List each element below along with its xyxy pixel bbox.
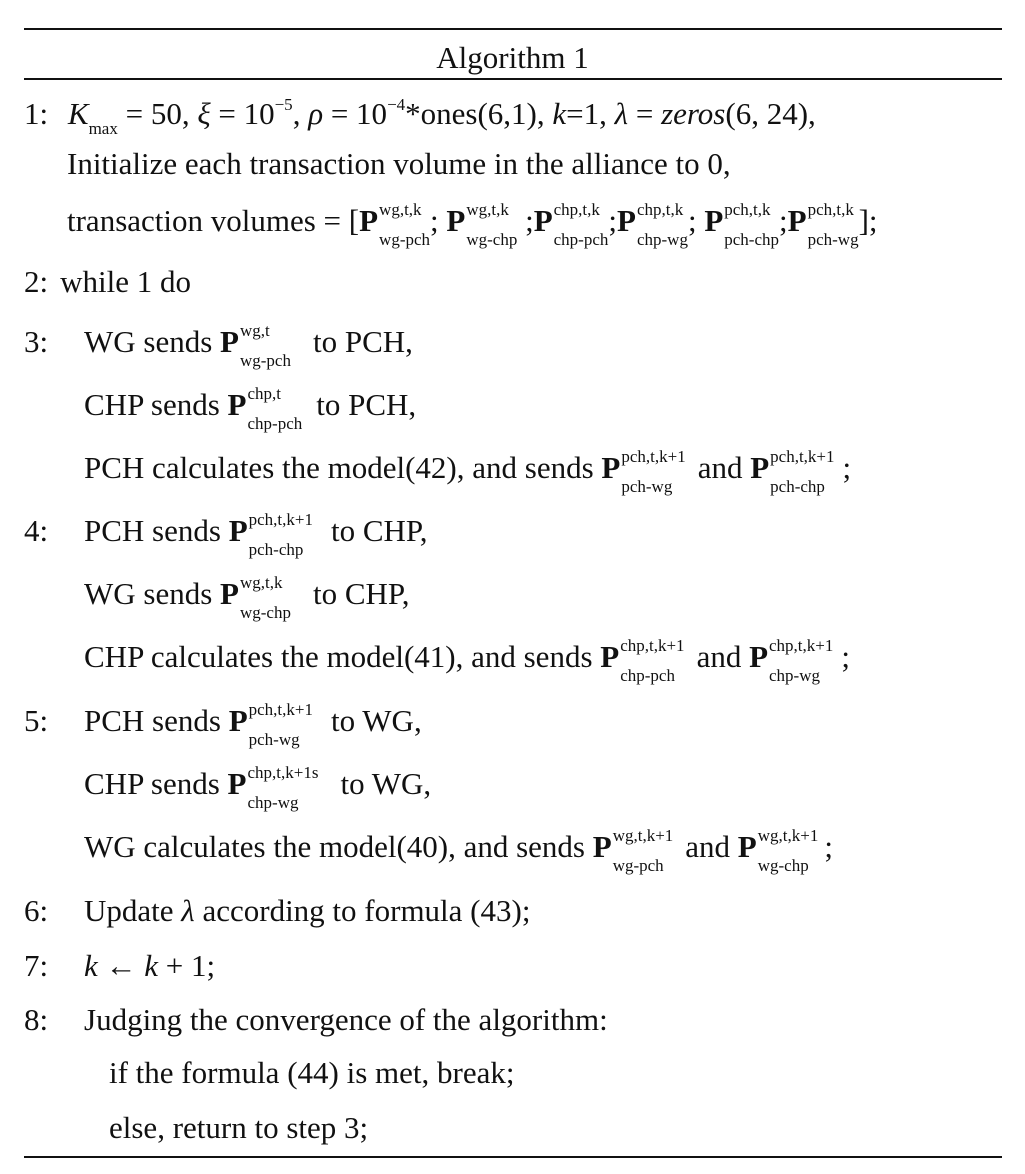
var-wg-chp-k-b: wg,t,k wg-chp [239,572,291,622]
var-chp-wg-k: chp,t,k chp-wg [636,199,688,249]
var-wg-pch-k1: wg,t,k+1 wg-pch [612,825,674,875]
zeros-args: (6, 24), [725,96,816,131]
step-4-line-3: CHP calculates the model(41), and sends P chp,t,k+1 chp-pch and P chp,t,k+1 chp-wg ; [84,635,850,685]
var-pch-chp-k: pch,t,k pch-chp [724,199,780,249]
equals: = [628,96,662,131]
xi-symbol: ξ [197,96,211,131]
kmax-value: = 50, [117,96,198,131]
bottom-rule [24,1156,1002,1158]
ones-text: *ones(6,1), [405,96,553,131]
var-pch-chp-k1-b: pch,t,k+1 pch-chp [248,509,313,559]
step-5-line-2: CHP sends P chp,t,k+1s chp-wg to WG, [84,762,432,812]
step-2 [24,266,191,297]
var-chp-pch-t: chp,t chp-pch [247,383,303,433]
step-4-number: 4: [24,513,49,548]
rho-exponent: −4 [387,95,406,114]
var-chp-pch-k1: chp,t,k+1 chp-pch [620,635,685,685]
step-7-number: 7: [24,948,49,983]
zeros-func: zeros [661,96,726,131]
step-1-line-2: Initialize each transaction volume in the alliance to 0, [67,146,731,181]
xi-value: = 10 [210,96,275,131]
rho-value: = 10 [323,96,388,131]
step-5-line-3: WG calculates the model(40), and sends P wg,t,k+1 wg-pch and P wg,t,k+1 wg-chp ; [84,825,833,875]
step-4-line-1: PCH sends P pch,t,k+1 pch-chp to CHP, [84,509,428,559]
lambda-symbol-2: λ [181,893,195,928]
step-5-line-1: PCH sends P pch,t,k+1 pch-wg to WG, [84,699,422,749]
var-pch-chp-k1: pch,t,k+1 pch-chp [770,446,835,496]
var-wg-pch-k: wg,t,k wg-pch [379,199,431,249]
kmax-subscript: max [88,119,118,138]
var-wg-chp-k: wg,t,k wg-chp [466,199,518,249]
step-7-text: k ← k + 1; [84,948,216,983]
algorithm-title: Algorithm 1 [436,40,589,75]
var-wg-pch-t: wg,t wg-pch [239,320,291,370]
step-4-line-2: WG sends P wg,t,k wg-chp to CHP, [84,572,410,622]
var-pch-wg-k1: pch,t,k+1 pch-wg [621,446,686,496]
step-8-if: if the formula (44) is met, break; [109,1055,515,1090]
var-chp-wg-k1s: chp,t,k+1s chp-wg [247,762,319,812]
lambda-symbol: λ [614,96,629,131]
header-rule [24,78,1002,80]
step-2-text: while 1 do [60,264,191,299]
step-1-line-3: transaction volumes = [P wg,t,k wg-pch ; P wg,t,k wg-chp ;P chp,t,k chp-pch ;P chp,t,k chp-wg ; P pch,t,k pch-chp ;P pch,t,k pch-wg ]; [67,199,878,249]
step-1-line-1 [24,96,816,137]
var-chp-wg-k1: chp,t,k+1 chp-wg [769,635,834,685]
step-6-text: Update λ according to formula (43); [84,893,531,928]
step-8-number: 8: [24,1002,49,1037]
var-pch-wg-k1-b: pch,t,k+1 pch-wg [248,699,313,749]
var-wg-chp-k1: wg,t,k+1 wg-chp [757,825,819,875]
step-2-number: 2: [24,264,49,299]
step-8-else: else, return to step 3; [109,1110,369,1145]
kmax-symbol: K [67,96,89,131]
var-chp-pch-k: chp,t,k chp-pch [553,199,609,249]
step-3-line-3: PCH calculates the model(42), and sends P pch,t,k+1 pch-wg and P pch,t,k+1 pch-chp ; [84,446,852,496]
k-value: =1, [566,96,615,131]
step-3-number: 3: [24,324,49,359]
step-5-number: 5: [24,703,49,738]
assign-arrow: ← [97,948,145,983]
rho-symbol: ρ [308,96,324,131]
step-1-number: 1: [24,96,49,131]
transaction-volumes-label: transaction volumes = [ [67,203,360,238]
bracket-close: ]; [858,203,878,238]
xi-exponent: −5 [274,95,293,114]
step-6-number: 6: [24,893,49,928]
step-3-line-2: CHP sends P chp,t chp-pch to PCH, [84,383,417,433]
k-symbol: k [552,96,567,131]
step-3-line-1: WG sends P wg,t wg-pch to PCH, [84,320,413,370]
top-rule [24,28,1002,30]
step-8-text: Judging the convergence of the algorithm: [84,1002,608,1037]
var-pch-wg-k: pch,t,k pch-wg [807,199,859,249]
comma: , [292,96,309,131]
